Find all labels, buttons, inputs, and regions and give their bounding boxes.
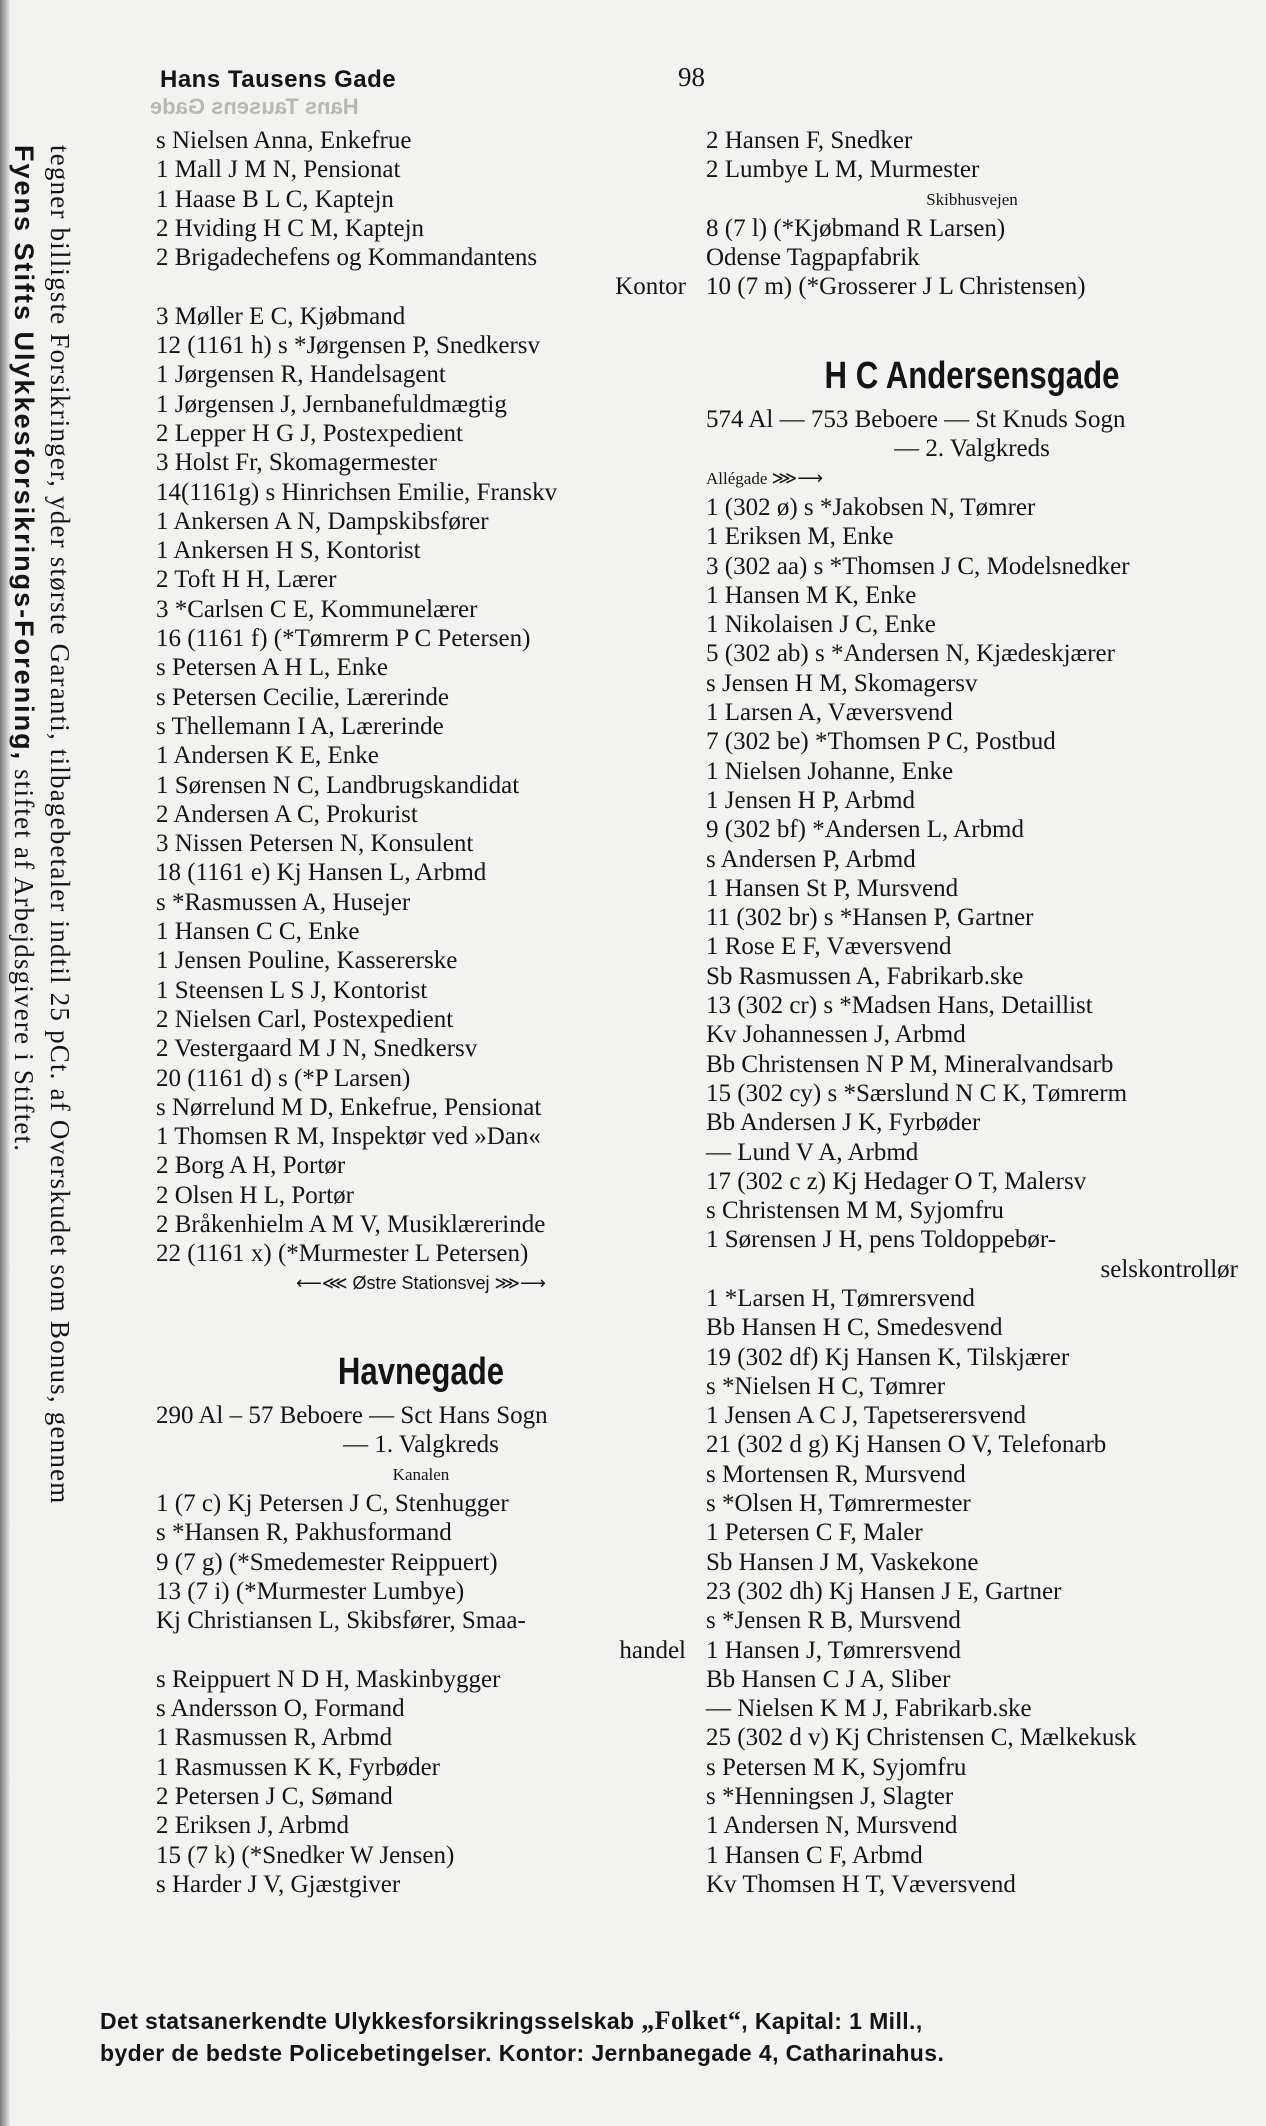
footer-company-name: „Folket“: [641, 2006, 742, 2035]
directory-entry: 2 Toft H H, Lærer: [156, 566, 337, 594]
street-heading-hc-andersensgade: H C Andersensgade: [824, 355, 1120, 398]
directory-entry: 3 Nissen Petersen N, Konsulent: [156, 830, 474, 858]
directory-entry: 18 (1161 e) Kj Hansen L, Arbmd: [156, 859, 487, 887]
directory-entry: s *Nielsen H C, Tømrer: [706, 1372, 946, 1400]
directory-entry: 2 Brigadechefens og Kommandantens: [156, 244, 538, 272]
directory-entry: 13 (302 cr) s *Madsen Hans, Detaillist: [706, 992, 1093, 1020]
directory-entry: 1 Hansen J, Tømrersvend: [706, 1636, 962, 1664]
directory-entry: selskontrollør: [1100, 1255, 1238, 1283]
directory-entry: 16 (1161 f) (*Tømrerm P C Petersen): [156, 625, 531, 653]
directory-entry: 1 (7 c) Kj Petersen J C, Stenhugger: [156, 1490, 509, 1518]
directory-entry: 1 Hansen M K, Enke: [706, 581, 917, 609]
directory-entry: 2 Andersen A C, Prokurist: [156, 800, 418, 828]
left-arrow-icon: ⟵⋘: [296, 1272, 348, 1294]
directory-entry: 17 (302 c z) Kj Hedager O T, Malersv: [706, 1167, 1087, 1195]
directory-entry: 1 Rose E F, Væversvend: [706, 933, 952, 961]
directory-entry: 5 (302 ab) s *Andersen N, Kjædeskjærer: [706, 640, 1115, 668]
directory-entry: 1 Jørgensen J, Jernbanefuldmægtig: [156, 390, 507, 418]
directory-entry: 2 Lepper H G J, Postexpedient: [156, 419, 463, 447]
directory-entry: 1 Andersen K E, Enke: [156, 742, 379, 770]
directory-entry: Bb Andersen J K, Fyrbøder: [706, 1109, 981, 1137]
directory-entry: 1 Petersen C F, Maler: [706, 1519, 923, 1547]
page-number: 98: [678, 62, 705, 92]
directory-entry: Kontor: [615, 273, 686, 301]
directory-entry: 1 Sørensen J H, pens Toldoppebør-: [706, 1226, 1057, 1254]
footer-ad-line-1: [100, 2006, 1250, 2036]
directory-entry: s Jensen H M, Skomagersv: [706, 669, 978, 697]
directory-entry: 2 Nielsen Carl, Postexpedient: [156, 1005, 454, 1033]
side-ad-line-1: tegner billigste Forsikringer, yder største Garanti, tilbagebetaler indtil 25 pCt. af Overskudet som Bonus, gennem: [45, 145, 75, 1505]
directory-entry: Bb Christensen N P M, Mineralvandsarb: [706, 1050, 1114, 1078]
directory-entry: s Mortensen R, Mursvend: [706, 1460, 966, 1488]
sub-street-label: Skibhusvejen: [926, 189, 1018, 209]
footer-ad-line-2: byder de bedste Policebetingelser. Kontor: Jernbanegade 4, Catharinahus.: [100, 2040, 945, 2066]
bleed-through-header: Hans Tausens Gade: [150, 94, 359, 119]
directory-entry: 2 Borg A H, Portør: [156, 1152, 346, 1180]
directory-entry: 3 *Carlsen C E, Kommunelærer: [156, 595, 478, 623]
directory-entry: 1 Nielsen Johanne, Enke: [706, 757, 954, 785]
directory-entry: handel: [619, 1636, 686, 1664]
directory-entry: 1 Hansen St P, Mursvend: [706, 874, 959, 902]
directory-entry: 11 (302 br) s *Hansen P, Gartner: [706, 904, 1034, 932]
running-header: Hans Tausens Gade: [160, 66, 397, 93]
directory-entry: 1 Rasmussen K K, Fyrbøder: [156, 1753, 441, 1781]
directory-entry: 15 (302 cy) s *Særslund N C K, Tømrerm: [706, 1079, 1128, 1107]
cross-street-label: Østre Stationsvej: [352, 1272, 490, 1293]
directory-entry: Kj Christiansen L, Skibsfører, Smaa-: [156, 1607, 526, 1635]
directory-entry: s *Rasmussen A, Husejer: [156, 888, 411, 916]
footer-company-text: Det statsanerkendte Ulykkesforsikringsselskab: [100, 2008, 635, 2034]
directory-entry: s Nørrelund M D, Enkefrue, Pensionat: [156, 1093, 542, 1121]
directory-entry: Sb Rasmussen A, Fabrikarb.ske: [706, 962, 1024, 990]
directory-entry: 1 Larsen A, Væversvend: [706, 699, 953, 727]
directory-entry: 25 (302 d v) Kj Christensen C, Mælkekusk: [706, 1724, 1137, 1752]
directory-entry: 1 Eriksen M, Enke: [706, 523, 894, 551]
directory-entry: s *Jensen R B, Mursvend: [706, 1607, 961, 1635]
directory-entry: 8 (7 l) (*Kjøbmand R Larsen): [706, 214, 1006, 242]
directory-entry: Odense Tagpapfabrik: [706, 244, 920, 272]
directory-entry: 1 Steensen L S J, Kontorist: [156, 976, 428, 1004]
footer-capital: , Kapital: 1 Mill.,: [741, 2008, 923, 2034]
spacer: [706, 331, 1238, 347]
hc-andersensgade-entries: [706, 493, 1238, 1899]
continued-entries: [706, 126, 1238, 185]
street-info-valgkreds: — 1. Valgkreds: [343, 1431, 499, 1459]
right-arrow-icon: ⋙⟶: [494, 1272, 546, 1294]
directory-entry: 2 Bråkenhielm A M V, Musiklærerinde: [156, 1210, 546, 1238]
directory-entry: 1 Rasmussen R, Arbmd: [156, 1724, 393, 1752]
directory-entry: 2 Lumbye L M, Murmester: [706, 156, 980, 184]
directory-entry: Sb Hansen J M, Vaskekone: [706, 1548, 979, 1576]
directory-entry: s Petersen A H L, Enke: [156, 654, 388, 682]
directory-entry: s *Hansen R, Pakhusformand: [156, 1519, 452, 1547]
directory-entry: 13 (7 i) (*Murmester Lumbye): [156, 1577, 465, 1605]
directory-entry: 9 (7 g) (*Smedemester Reippuert): [156, 1548, 498, 1576]
continued-entries-2: [706, 214, 1238, 302]
directory-entry: 1 Jørgensen R, Handelsagent: [156, 361, 446, 389]
spacer: [156, 1327, 686, 1343]
directory-entry: s *Olsen H, Tømrermester: [706, 1490, 971, 1518]
directory-entry: 19 (302 df) Kj Hansen K, Tilskjærer: [706, 1343, 1070, 1371]
directory-entry: s Nielsen Anna, Enkefrue: [156, 127, 412, 154]
directory-entry: 14(1161g) s Hinrichsen Emilie, Franskv: [156, 478, 558, 506]
directory-entry: 3 Holst Fr, Skomagermester: [156, 449, 437, 477]
left-column: [156, 126, 686, 1899]
directory-entry: s *Henningsen J, Slagter: [706, 1783, 954, 1811]
directory-entry: — Nielsen K M J, Fabrikarb.ske: [706, 1695, 1032, 1723]
right-arrow-icon: ⋙⟶: [771, 467, 824, 489]
directory-entry: 1 Sørensen N C, Landbrugskandidat: [156, 771, 520, 799]
cross-street-ostre-stationsvej: [156, 1269, 686, 1298]
directory-entry: 2 Olsen H L, Portør: [156, 1181, 354, 1209]
directory-entry: 1 Ankersen H S, Kontorist: [156, 537, 421, 565]
directory-entry: 1 *Larsen H, Tømrersvend: [706, 1284, 975, 1312]
directory-entry: s Thellemann I A, Lærerinde: [156, 712, 444, 740]
directory-entry: s Petersen M K, Syjomfru: [706, 1753, 967, 1781]
directory-entry: 22 (1161 x) (*Murmester L Petersen): [156, 1240, 529, 1268]
street-info: 290 Al – 57 Beboere — Sct Hans Sogn: [156, 1402, 548, 1430]
directory-entry: s Harder J V, Gjæstgiver: [156, 1870, 401, 1898]
side-advertisement: [6, 145, 78, 1945]
directory-entry: 15 (7 k) (*Snedker W Jensen): [156, 1841, 455, 1869]
directory-entry: Bb Hansen H C, Smedesvend: [706, 1314, 1003, 1342]
directory-entry: 1 Haase B L C, Kaptejn: [156, 185, 394, 213]
spacer: [156, 1298, 686, 1327]
side-ad-line-2: [6, 145, 42, 1945]
directory-entry: 2 Vestergaard M J N, Snedkersv: [156, 1035, 478, 1063]
sub-street-label: Kanalen: [392, 1464, 450, 1484]
street-heading-havnegade: Havnegade: [337, 1351, 505, 1394]
directory-entry: 1 Andersen N, Mursvend: [706, 1812, 958, 1840]
sub-street-allegade: [706, 464, 1238, 493]
directory-entry: — Lund V A, Arbmd: [706, 1138, 919, 1166]
side-ad-company: Fyens Stifts Ulykkesforsikrings-Forening,: [9, 145, 39, 762]
directory-entry: s Reippuert N D H, Maskinbygger: [156, 1665, 501, 1693]
havnegade-entries: [156, 1489, 686, 1899]
directory-entry: 3 Møller E C, Kjøbmand: [156, 302, 406, 330]
directory-entry: 2 Petersen J C, Sømand: [156, 1783, 393, 1811]
directory-entry: s Christensen M M, Syjomfru: [706, 1197, 1004, 1225]
directory-entry: 2 Hansen F, Snedker: [706, 127, 913, 154]
directory-entry: 12 (1161 h) s *Jørgensen P, Snedkersv: [156, 332, 541, 360]
directory-entry: Kv Thomsen H T, Væversvend: [706, 1870, 1016, 1898]
directory-entry: 1 (302 ø) s *Jakobsen N, Tømrer: [706, 493, 1036, 521]
directory-entry: 1 Jensen A C J, Tapetserersvend: [706, 1402, 1026, 1430]
directory-entry: Kv Johannessen J, Arbmd: [706, 1021, 966, 1049]
side-ad-tail: stiftet af Arbejdsgivere i Stiftet.: [9, 761, 39, 1153]
right-column: [706, 126, 1238, 1899]
directory-entry: 3 (302 aa) s *Thomsen J C, Modelsnedker: [706, 552, 1130, 580]
directory-entry: 1 Thomsen R M, Inspektør ved »Dan«: [156, 1123, 541, 1151]
directory-entry: 7 (302 be) *Thomsen P C, Postbud: [706, 728, 1056, 756]
directory-entry: 9 (302 bf) *Andersen L, Arbmd: [706, 816, 1024, 844]
directory-entry: 2 Eriksen J, Arbmd: [156, 1812, 350, 1840]
directory-entry: 20 (1161 d) s (*P Larsen): [156, 1064, 411, 1092]
street-info: 574 Al — 753 Beboere — St Knuds Sogn: [706, 406, 1126, 434]
directory-entry: s Andersson O, Formand: [156, 1695, 405, 1723]
directory-entry: 1 Jensen Pouline, Kassererske: [156, 947, 458, 975]
directory-entry: 1 Nikolaisen J C, Enke: [706, 611, 936, 639]
directory-entry: 1 Ankersen A N, Dampskibsfører: [156, 507, 489, 535]
directory-entry: 1 Hansen C C, Enke: [156, 918, 360, 946]
sub-street-label: Allégade: [706, 468, 768, 488]
directory-entry: 23 (302 dh) Kj Hansen J E, Gartner: [706, 1577, 1062, 1605]
directory-entry: 1 Mall J M N, Pensionat: [156, 156, 401, 184]
directory-entry: s Andersen P, Arbmd: [706, 845, 916, 873]
directory-entry: 21 (302 d g) Kj Hansen O V, Telefonarb: [706, 1431, 1107, 1459]
directory-entry: Bb Hansen C J A, Sliber: [706, 1665, 951, 1693]
directory-entry: 10 (7 m) (*Grosserer J L Christensen): [706, 273, 1086, 301]
spacer: [706, 302, 1238, 331]
directory-entry: s Petersen Cecilie, Lærerinde: [156, 683, 449, 711]
directory-entry: 2 Hviding H C M, Kaptejn: [156, 214, 425, 242]
hans-tausens-gade-entries: [156, 126, 686, 1269]
directory-entry: 1 Jensen H P, Arbmd: [706, 786, 916, 814]
directory-entry: 1 Hansen C F, Arbmd: [706, 1841, 923, 1869]
street-info-valgkreds: — 2. Valgkreds: [894, 435, 1050, 463]
